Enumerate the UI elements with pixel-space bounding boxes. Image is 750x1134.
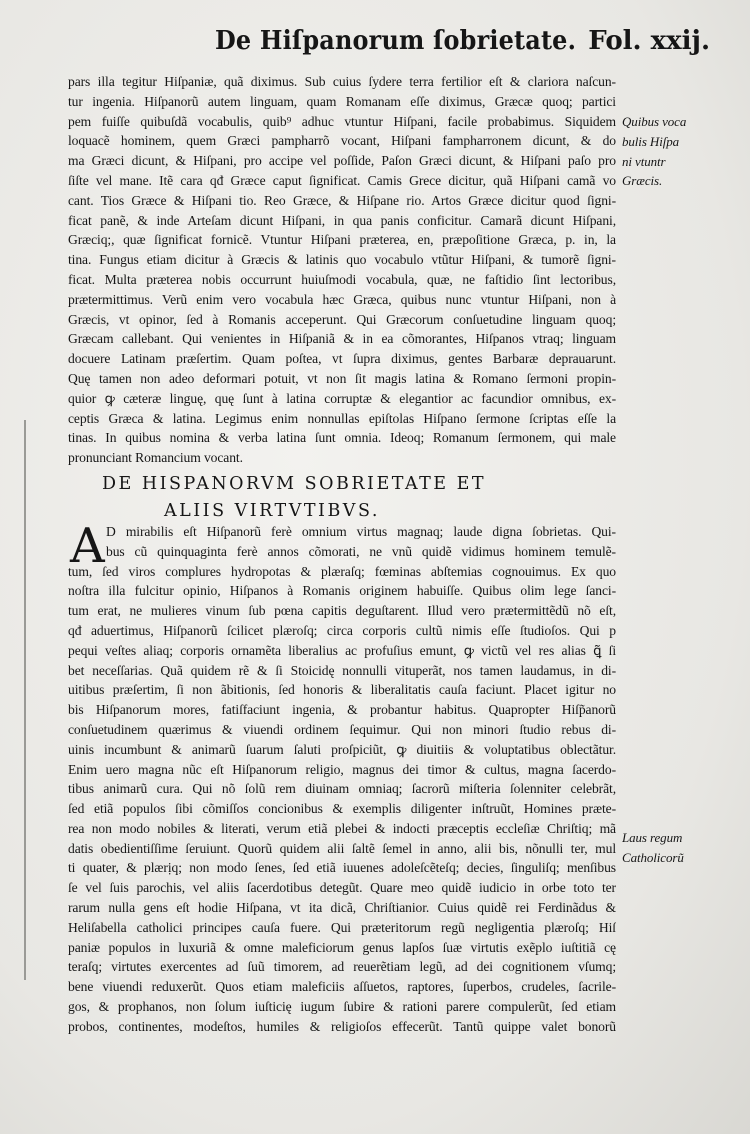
text-line: Græcis, vt opinor, ſed à Romanis acceperunt. Qui Græcorum conſuetudine linguam quoq; xyxy=(68,311,616,327)
text-line: gos, & prophanos, non ſolum iuſticię iugum ſubire & rationi parere compulerũt, ſed etiam xyxy=(68,999,616,1015)
section-two-text xyxy=(68,562,616,1037)
text-line: tum erat, ne mulieres vinum ſub pœna capitis deguſtarent. Illud vero prætermittẽdũ nõ eſt, xyxy=(68,603,616,619)
chapter-heading-line-1: DE HISPANORVM SOBRIETATE ET xyxy=(102,473,487,494)
text-line: tibus animarũ cura. Qui nõ ſolũ rem diuinam omniaq; ſacrorũ miſteria ſolenniter celebrãt, xyxy=(68,781,616,797)
text-line: Quibus voca xyxy=(622,114,687,129)
text-line: tinas. In quibus nomina & verba latina ſunt omnia. Ideoq; Romanum ſermonem, qui male xyxy=(68,430,616,446)
text-line: Laus regum xyxy=(622,830,683,845)
text-line: rea non modo nobiles & literati, verum etiã plebei & indocti præceptis eccleſiæ Chriſtiq; mã xyxy=(68,820,616,836)
text-line: ficat panẽ, & inde Arteſam dicunt Hiſpani, in qua panis conficitur. Camarã dicunt Hiſpani, xyxy=(68,212,616,228)
text-line: Heliſabella catholici principes cauſa fuere. Qui præteritorum regũ negligentia plæroſq; Hiſ xyxy=(68,919,616,935)
text-line: ti quater, & plærịq; non modo ſenes, ſed etiã iuuenes adoleſcẽteſq; decies, ſinguliſq; menſibus xyxy=(68,860,616,876)
text-line: bulis Hiſpa xyxy=(622,133,680,149)
text-line: tur ingenia. Hiſpanorũ autem linguam, quam Romanam eſſe diximus, Græcæ quoq; partici xyxy=(68,93,616,109)
section-one-text xyxy=(68,72,616,468)
text-line: pem fuiſſe quibuſdã vocabulis, quib⁹ adhuc vtuntur Hiſpani, facile probabimus. Siquidem xyxy=(68,113,616,129)
text-line: loquacẽ hominem, quem Græci pampharrõ vocant, Hiſpani fampharronem dicunt, & do xyxy=(68,133,616,149)
text-line: Græcis. xyxy=(622,173,663,189)
text-line: paniæ populos in luxuriã & omne maleficiorum genus lapſos ſuæ virtutis exẽplo iuſtitiã cę xyxy=(68,939,616,955)
running-title: De Hiſpanorum ſobrietate. xyxy=(215,26,577,56)
text-line: cant. Tios Græce & Hiſpani tio. Reo Græce, & Hiſpane rio. Artos Græce dicitur quod ſigni- xyxy=(68,192,616,208)
text-line: ſe vel ſuis parochis, vel aliis ſacerdotibus detegũt. Quare meo quidẽ iudicio in orbe toto ter xyxy=(68,880,616,896)
text-line: noſtra illa fulcitur opinio, Hiſpanos à Romanis originem habuiſſe. Quibus olim lege ſanci- xyxy=(68,583,616,599)
text-line: bus cũ quinquaginta ferè annos cõmorati, ne vnũ quidẽ vidimus hominem temulẽ- xyxy=(106,543,616,559)
text-line: pequi veſtes aliaq; corporis ornamẽta liberalius ac profuſius emunt, ꝙ victũ vel res alias ꝗ̃ ſi xyxy=(68,642,616,658)
text-line: Quę tamen non adeo deformari potuit, vt non ſit magis latina & Romano ſermoni propin- xyxy=(68,370,616,386)
opening-lines xyxy=(68,522,616,562)
text-line: conſuetudinem quærimus & viuendi ordinem ſequimur. Qui non minori ſtudio rebus di- xyxy=(68,721,616,737)
text-line: teraſq; virtutes exercentes ad ſuũ timorem, ad reuerẽtiam legũ, ad dei cognitionem vſumq; xyxy=(68,959,616,975)
text-line: ficat. Multa præterea nobis occurrunt huiuſmodi vocabula, quæ, ne faſtidio ſint lectoribus, xyxy=(68,271,616,287)
text-line: bis Hiſpanorum mores, fatiſfaciunt ingenia, & probantur habitus. Quapropter Hiſp̃anorũ xyxy=(68,702,616,718)
text-line: Catholicorũ xyxy=(622,849,684,865)
text-line: Græcam callebant. Qui venientes in Hiſpaniã & in ea cõmorantes, Hiſpanos vtraq; linguam xyxy=(68,331,616,347)
text-line: rarum nulla gens eſt hodie Hiſpana, vt ita dicã, Chriſtianior. Cuius quidẽ rei Ferdinãdus & xyxy=(68,900,616,916)
text-line: datis obedientiſſime ſeruiunt. Quorũ quidem alii ſaltẽ ſemel in anno, alii bis, nõnulli ter, mul xyxy=(68,840,616,856)
text-line: Græciq;, quæ ſignificat fornicẽ. Vtuntur Hiſpani præterea, en, præpoſitione Græca, p. in, la xyxy=(68,232,616,248)
text-line: probos, continentes, modeſtos, humiles & religioſos effecerũt. Tantũ quippe valet bonorũ xyxy=(68,1018,616,1034)
text-line: D mirabilis eſt Hiſpanorũ ferè omnium virtus magnaq; laude digna ſobrietas. Qui- xyxy=(106,523,616,539)
text-line: ma Græci dicunt, & Hiſpani, pro accipe vel poſſide, Paſon Græci dicunt, & Hiſpani paſo pro xyxy=(68,153,616,169)
drop-capital: A xyxy=(70,517,105,574)
text-line: qđ aduertimus, Hiſpanorũ ſcilicet plæroſq; circa corporis cultũ nimis eſſe ſtudioſos. Qui p xyxy=(68,622,616,638)
page-header xyxy=(205,26,710,66)
text-line: pars illa tegitur Hiſpaniæ, quã diximus. Sub cuius ſydere terra fertilior eſt & clariora naſcun- xyxy=(68,74,616,89)
text-line: docuere Latinam præſertim. Quam poſtea, vt ſupra diximus, gentes Barbaræ deprauarunt. xyxy=(68,351,616,367)
folio-number: Fol. xxij. xyxy=(588,26,710,56)
text-line: Enim uero magna nũc eſt Hiſpanorum religio, magnus dei timor & cultus, magna ſacerdo- xyxy=(68,761,616,777)
text-line: pronunciant Romancium vocant. xyxy=(68,450,243,466)
text-line: ni vtuntr xyxy=(622,153,666,169)
text-line: uinis incumbunt & animarũ ſuarum ſaluti proſpiciũt, ꝙ diuitiis & voluptatibus oblectãtur. xyxy=(68,741,616,757)
margin-note-greek-words xyxy=(622,112,732,191)
chapter-heading-line-2: ALIIS VIRTVTIBVS. xyxy=(164,500,380,521)
main-text-column xyxy=(68,72,616,1037)
text-line: bet neceſſarias. Quã quidem rẽ & ſi Stoicidę nonnulli vituperãt, nos tamen laudamus, in di- xyxy=(68,662,616,678)
text-line: quior ꝙ cæteræ linguę, quę ſunt à latina corruptæ & elegantior ac facundior omnibus, ex- xyxy=(68,390,616,406)
text-line: tum, ſed viros complures hydropotas & plæraſq; fœminas abſtemias cognouimus. Ex quo xyxy=(68,563,616,579)
text-line: tina. Fungus etiam dicitur à Græcis & latinis quo vocabulo vtũtur Hiſpani, & tumorẽ ſigni- xyxy=(68,252,616,268)
text-line: prætermittimus. Verũ enim vero vocabula hæc Græca, quibus nunc vtuntur Hiſpani, non à xyxy=(68,291,616,307)
text-line: ceptis Græca & latina. Legimus enim nonnullas epiſtolas Hiſpano ſermone ſcriptas eſſe la xyxy=(68,410,616,426)
margin-note-catholic-kings xyxy=(622,828,732,868)
text-line: ſed etiã populos ſibi cõmiſſos concionibus & exemplis diligenter inſtruũt, Homines præte- xyxy=(68,801,616,817)
text-line: ſiſte vel mane. Itẽ cara qđ Græce caput ſignificat. Camis Grece dicitur, quã Hiſpani camã vo xyxy=(68,172,616,188)
text-line: bene viuendi reduxerũt. Quos etiam maleficiis aſſuetos, raptores, ſuperbos, crudeles, ſacrile- xyxy=(68,979,616,995)
gutter-shadow xyxy=(24,420,26,980)
text-line: uitibus præſertim, ſi non ãbitionis, ſed honoris & liberalitatis cauſa faciunt. Placet igitur no xyxy=(68,682,616,698)
